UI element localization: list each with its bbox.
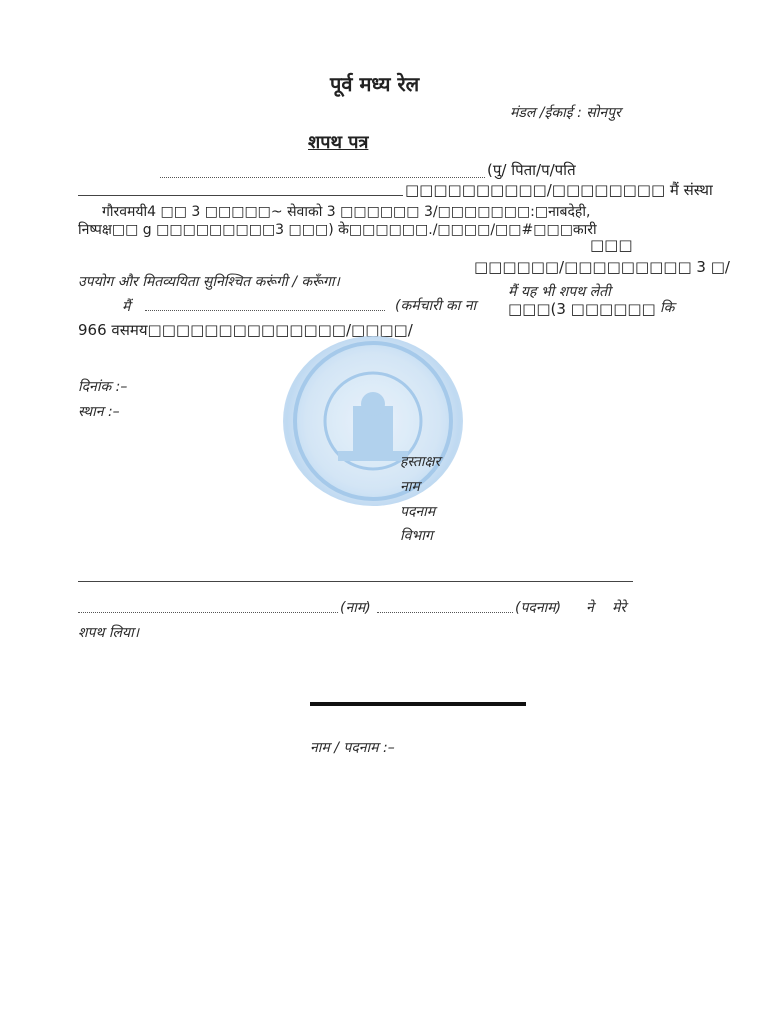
date-label: दिनांक :–: [78, 379, 128, 395]
document-title: शपथ पत्र: [308, 132, 369, 153]
para1-line2: □□□□□□□□□□/□□□□□□□□ मैं संस्था: [405, 181, 713, 199]
oath-line2: शपथ लिया।: [78, 625, 140, 641]
para2-line2: 966 वसमय□□□□□□□□□□□□□□/□□□□/: [78, 321, 413, 339]
para2-label: (कर्मचारी का ना: [395, 298, 477, 314]
oath-designation-blank: [377, 612, 513, 613]
page-title: पूर्व मध्य रेल: [330, 72, 420, 96]
para1-right-box1: □□□: [590, 236, 633, 254]
designation-label: पदनाम: [400, 504, 436, 520]
para1-right-box2: □□□□□□/□□□□□□□□□ 3 □/: [474, 258, 730, 276]
para2-name-blank: [145, 310, 385, 311]
relation-name-blank: [78, 195, 403, 196]
name-label: नाम: [400, 479, 420, 495]
para2-prefix: मैं: [122, 299, 131, 315]
department-label: विभाग: [400, 528, 433, 544]
division-unit: मंडल /ईकाई : सोनपुर: [510, 105, 621, 121]
footer-name-designation: नाम / पदनाम :–: [310, 740, 395, 756]
place-label: स्थान :–: [78, 404, 120, 420]
para1-line4: निष्पक्ष□□ g □□□□□□□□□3 □□□) के□□□□□□./□□□□/□□#□□□कारी: [78, 222, 597, 238]
separator-line: [78, 581, 633, 582]
oath-designation-label: (पदनाम): [515, 600, 562, 616]
oath-mere: मेरे: [612, 600, 627, 616]
employee-name-blank: [160, 177, 485, 178]
para1-line5: उपयोग और मितव्ययिता सुनिश्चित करूंगी / करूँगा।: [78, 274, 340, 290]
signature-line: [310, 702, 526, 706]
oath-name-blank: [78, 612, 338, 613]
para2-right: मैं यह भी शपथ लेती: [508, 284, 611, 300]
para2-ki: कि: [660, 300, 675, 316]
para2-right-box: □□□(3 □□□□□□: [508, 300, 656, 318]
relation-text: (पु/ पिता/प/पति: [487, 161, 576, 179]
oath-ne: ने: [586, 600, 594, 616]
oath-name-label: (नाम): [340, 600, 371, 616]
signature-label: हस्ताक्षर: [400, 454, 441, 470]
indian-railways-seal-icon: [283, 336, 463, 506]
para1-line3: गौरवमयी4 □□ 3 □□□□□~ सेवाको 3 □□□□□□ 3/□□□□□□□:□नाबदेही,: [102, 204, 591, 220]
